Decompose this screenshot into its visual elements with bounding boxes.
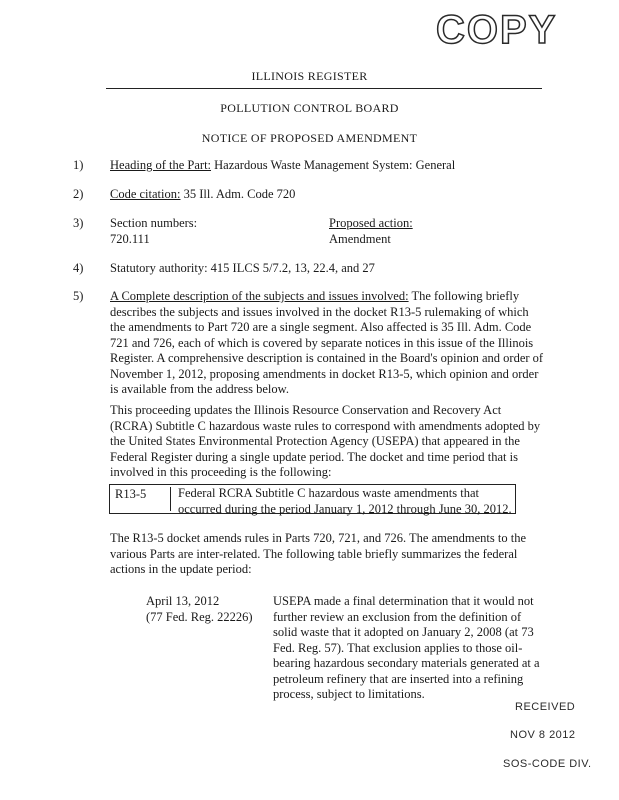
proposed-action-label: Proposed action:: [329, 216, 413, 230]
docket-description: Federal RCRA Subtitle C hazardous waste amendments that occurred during the period January 1, 2012 through June 30, 2012.: [178, 486, 512, 516]
docket-id: R13-5: [115, 487, 171, 511]
item-5-description: [110, 289, 546, 398]
description-paragraph-2: [110, 403, 546, 481]
item-1: [110, 158, 546, 174]
section-numbers-label: Section numbers:: [110, 216, 198, 230]
proposed-action-value: Amendment: [329, 231, 391, 246]
item-1-label: Heading of the Part:: [110, 158, 212, 172]
agency-title: POLLUTION CONTROL BOARD: [220, 101, 399, 115]
received-stamp-date: NOV 8 2012: [510, 729, 576, 741]
section-numbers-value: 720.111: [110, 231, 150, 246]
received-stamp-division: SOS-CODE DIV.: [503, 758, 592, 770]
item-4-number: 4): [73, 261, 84, 275]
item-5-number: 5): [73, 289, 84, 303]
federal-action-citation: (77 Fed. Reg. 22226): [146, 609, 253, 624]
item-3-sections: [110, 216, 310, 247]
description-paragraph-3: [110, 531, 546, 578]
description-paragraph-1: [110, 289, 546, 398]
federal-action-date-text: April 13, 2012: [146, 594, 220, 608]
docket-table: [109, 484, 516, 514]
item-2-value: 35 Ill. Adm. Code 720: [183, 187, 296, 201]
register-title: ILLINOIS REGISTER: [251, 69, 368, 83]
item-1-number: 1): [73, 158, 84, 172]
item-1-value: Hazardous Waste Management System: General: [214, 158, 456, 172]
federal-action-date: [146, 594, 266, 625]
header-rule: [106, 88, 542, 89]
copy-stamp: COPY: [436, 8, 558, 52]
item-4-statutory-authority: Statutory authority: 415 ILCS 5/7.2, 13, 22.4, and 27: [110, 261, 375, 275]
item-2: [110, 187, 546, 203]
item-3-number: 3): [73, 216, 84, 230]
item-2-label: Code citation:: [110, 187, 181, 201]
description-p3-text: The R13-5 docket amends rules in Parts 720, 721, and 726. The amendments to the various Parts are inter-related. The following table briefly summarizes the federal actions in the update period:: [110, 531, 527, 576]
notice-title: NOTICE OF PROPOSED AMENDMENT: [201, 131, 418, 145]
received-stamp-label: RECEIVED: [515, 701, 576, 713]
description-p1-text: The following briefly describes the subjects and issues involved in the docket R13-5 rulemaking of which the amendments to Part 720 are a single segment. Also affected is 35 Ill. Adm. Code 721 and 726, each of which is covered by separate notices in this issue of the Illinois Register. A comprehensive description is contained in the Board's opinion and order of November 1, 2012, proposing amendments in docket R13-5, which opinion and order is available from the address below.: [110, 289, 544, 396]
item-2-number: 2): [73, 187, 84, 201]
item-3-action: [329, 216, 529, 247]
item-5-label: A Complete description of the subjects and issues involved:: [110, 289, 409, 303]
description-p2-text: This proceeding updates the Illinois Resource Conservation and Recovery Act (RCRA) Subtitle C hazardous waste rules to correspond with amendments adopted by the United States Environmental Protection Agency (USEPA) that appeared in the Federal Register during a single update period. The docket and time period that is involved in this proceeding is the following:: [110, 403, 541, 479]
federal-action-description: USEPA made a final determination that it would not further review an exclusion from the definition of solid waste that it adopted on January 2, 2008 (at 73 Fed. Reg. 57). That exclusion applies to those oil-bearing hazardous secondary materials generated at a petroleum refinery that are inserted into a refining process, subject to limitations.: [273, 594, 540, 701]
